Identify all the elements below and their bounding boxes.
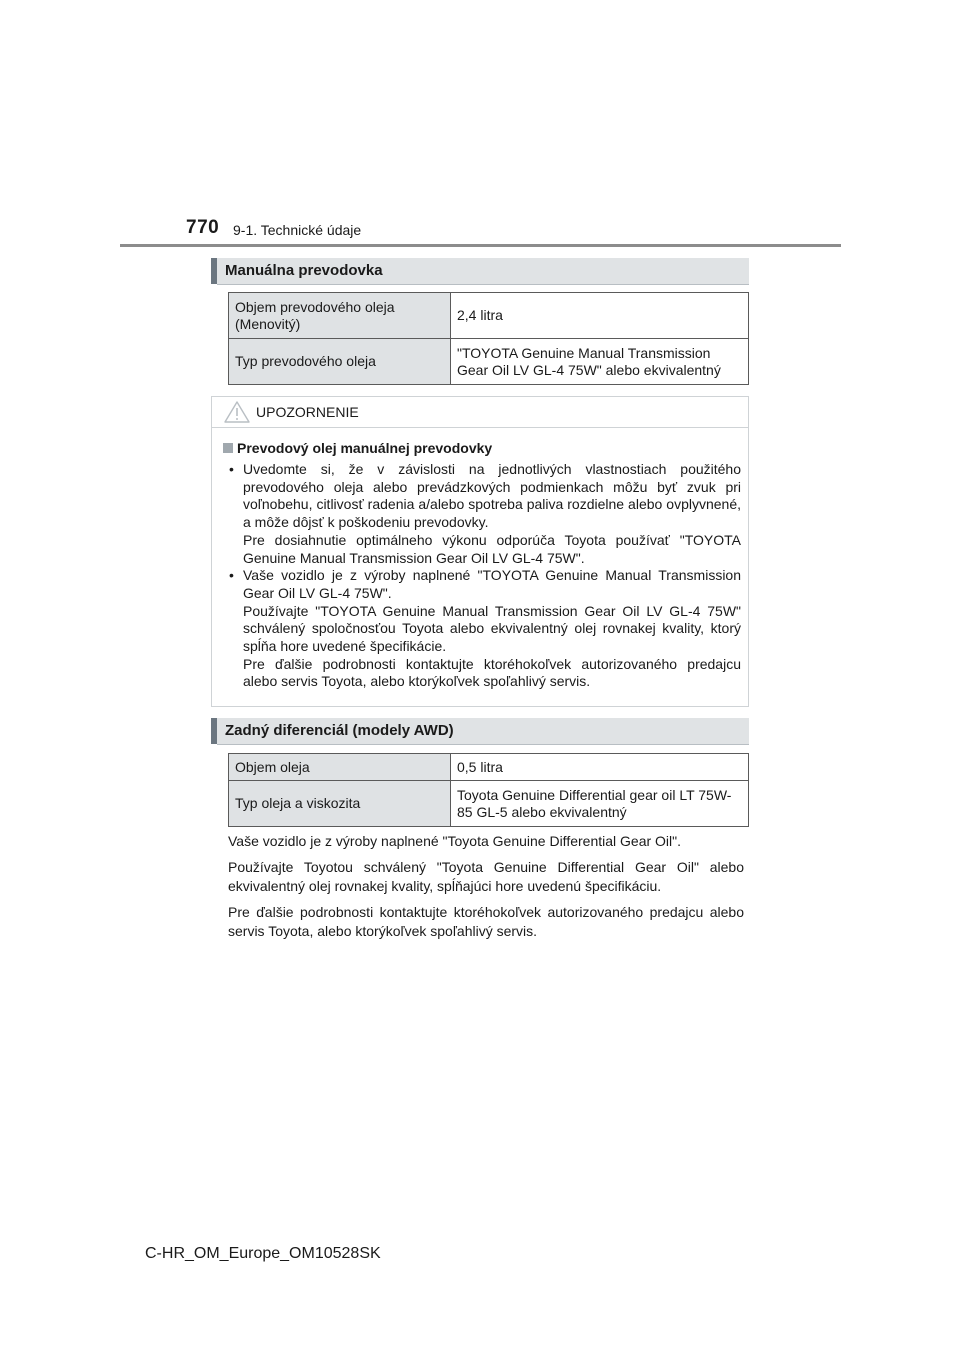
- body-paragraph: Vaše vozidlo je z výroby naplnené "Toyota Genuine Differential Gear Oil".: [228, 833, 681, 849]
- caution-box: [211, 396, 749, 707]
- spec-key: Typ oleja a viskozita: [229, 781, 451, 827]
- rear-differential-heading: Zadný diferenciál (modely AWD): [211, 718, 749, 744]
- header-rule: [120, 244, 841, 247]
- caution-subheading: [223, 440, 492, 456]
- caution-paragraph: Pre ďalšie podrobnosti kontaktujte ktoréhokoľvek autorizovaného predajcu alebo servis Toyota, alebo ktorýkoľvek spoľahlivý servis.: [243, 655, 741, 690]
- spec-value: 2,4 litra: [451, 293, 749, 339]
- warning-triangle-icon: [224, 401, 250, 428]
- body-paragraph: Pre ďalšie podrobnosti kontaktujte ktoréhokoľvek autorizovaného predajcu alebo servis Toyota, alebo ktorýkoľvek spoľahlivý servis.: [228, 904, 744, 939]
- caution-paragraph: • Vaše vozidlo je z výroby naplnené "TOYOTA Genuine Manual Transmission Gear Oil LV GL-4 75W".: [243, 567, 741, 601]
- table-row: [229, 339, 749, 385]
- section-label: 9-1. Technické údaje: [233, 222, 362, 238]
- list-item: [227, 567, 741, 691]
- caution-paragraph: Používajte "TOYOTA Genuine Manual Transmission Gear Oil LV GL-4 75W" schválený spoločnosťou Toyota alebo ekvivalentný olej rovnakej kvality, ktorý spĺňa hore uvedené špecifikácie.: [243, 602, 741, 655]
- page-number: 770: [186, 217, 220, 238]
- rear-differential-table: [228, 753, 749, 827]
- manual-transmission-table: [228, 292, 749, 385]
- caution-subheading-text: Prevodový olej manuálnej prevodovky: [237, 440, 493, 456]
- table-row: [229, 293, 749, 339]
- caution-paragraph: • Uvedomte si, že v závislosti na jednotlivých vlastnostiach použitého prevodového oleja alebo prevádzkových podmienkach môžu byť zvuk pri voľnobehu, citlivosť radenia a/alebo spotreba paliva rozdielne alebo ovplyvnené, a môže dôjsť k poškodeniu prevodovky.: [243, 461, 741, 531]
- table-row: [229, 781, 749, 827]
- caution-title: UPOZORNENIE: [256, 404, 359, 420]
- table-row: [229, 754, 749, 781]
- caution-header: [212, 397, 748, 428]
- body-paragraph: Používajte Toyotou schválený "Toyota Genuine Differential Gear Oil" alebo ekvivalentný olej rovnakej kvality, spĺňajúci hore uvedenú špecifikáciu.: [228, 859, 744, 894]
- spec-value: 0,5 litra: [451, 754, 749, 781]
- spec-key: Objem oleja: [229, 754, 451, 781]
- list-item: [227, 461, 741, 567]
- manual-transmission-heading: Manuálna prevodovka: [211, 258, 749, 284]
- spec-value: Toyota Genuine Differential gear oil LT 75W-85 GL-5 alebo ekvivalentný: [451, 781, 749, 827]
- caution-list: [227, 461, 741, 691]
- square-bullet-icon: [223, 443, 233, 453]
- caution-paragraph: Pre dosiahnutie optimálneho výkonu odporúča Toyota používať "TOYOTA Genuine Manual Transmission Gear Oil LV GL-4 75W".: [243, 531, 741, 566]
- spec-key: Objem prevodového oleja (Menovitý): [229, 293, 451, 339]
- spec-value: "TOYOTA Genuine Manual Transmission Gear Oil LV GL-4 75W" alebo ekvivalentný: [451, 339, 749, 385]
- document-code: C-HR_OM_Europe_OM10528SK: [145, 1245, 381, 1262]
- spec-key: Typ prevodového oleja: [229, 339, 451, 385]
